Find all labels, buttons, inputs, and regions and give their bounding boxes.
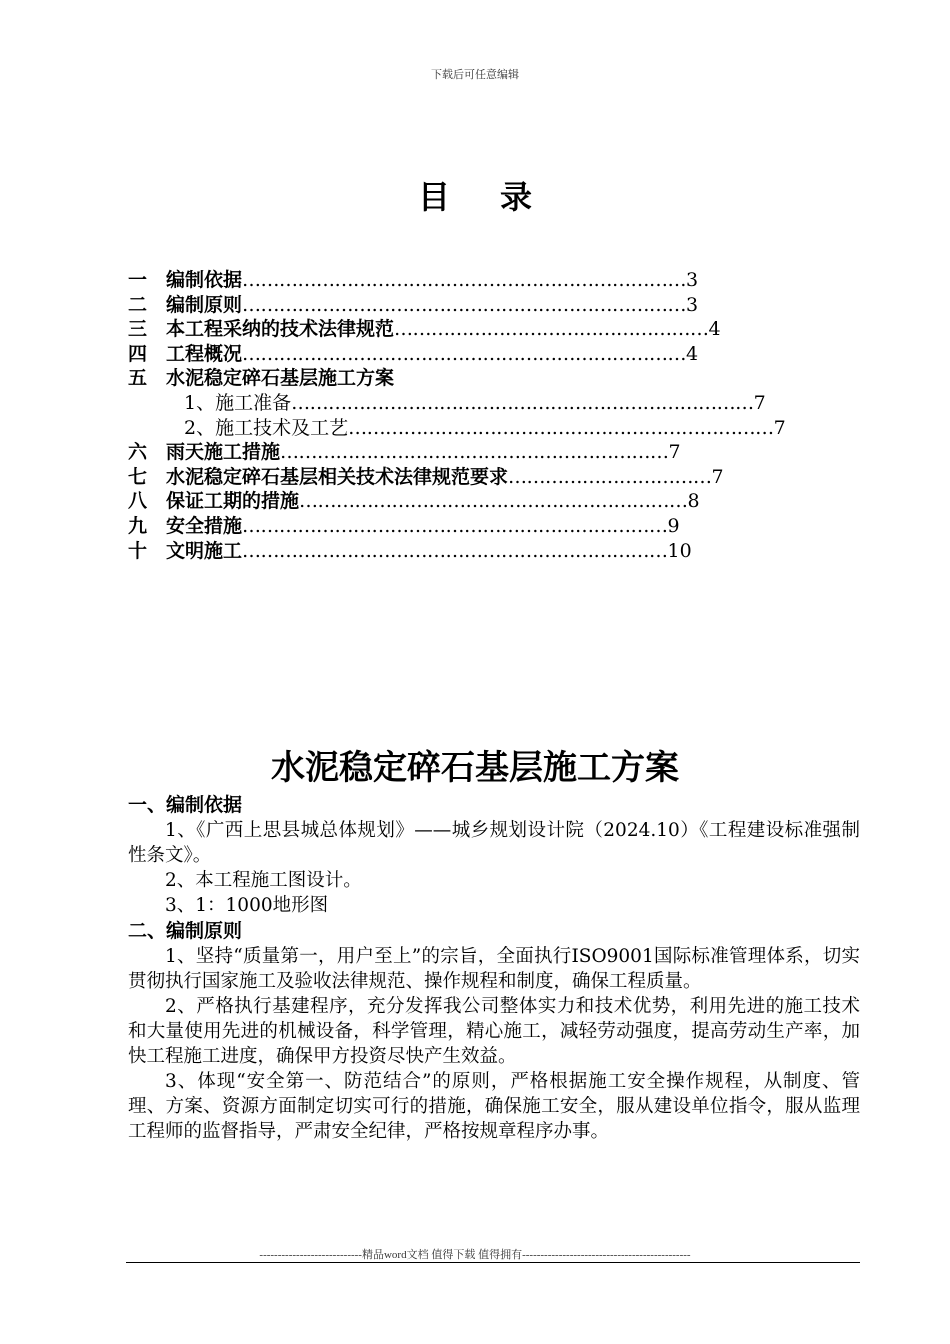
toc-num: 三 <box>128 318 148 341</box>
toc-num: 一 <box>128 269 148 291</box>
footer-rule <box>126 1262 860 1263</box>
toc-dots: ……………………………………………………… <box>299 490 688 513</box>
paragraph: 3、1：1000地形图 <box>165 895 329 916</box>
toc-page: 10 <box>667 539 692 562</box>
toc-label: 编制原则 <box>166 293 243 316</box>
toc-page: 4 <box>708 318 721 341</box>
toc-entry[interactable] <box>128 440 848 465</box>
toc-dots: ……………………………………………………… <box>280 441 669 464</box>
toc-page: 3 <box>686 269 699 291</box>
toc-entry[interactable] <box>128 268 848 293</box>
paragraph: 1、坚持“质量第一，用户至上”的宗旨，全面执行ISO9001国际标准管理体系，切实贯彻执行国家施工及验收法律规范、操作规程和制度，确保工程质量。 <box>128 946 860 992</box>
toc-label: 工程概况 <box>166 342 243 365</box>
toc-label: 雨天施工措施 <box>166 441 281 464</box>
toc-page: 3 <box>686 293 699 316</box>
toc-label: 文明施工 <box>166 539 243 562</box>
toc-title: 目录 <box>417 178 582 216</box>
toc-dots: …………………………………………………………… <box>348 416 774 439</box>
toc-label: 编制依据 <box>166 269 243 291</box>
paragraph: 2、本工程施工图设计。 <box>165 870 362 891</box>
toc-entry[interactable] <box>128 366 848 391</box>
toc-page: 4 <box>686 342 699 365</box>
header-note: 下载后可任意编辑 <box>431 68 519 81</box>
paragraph: 2、严格执行基建程序，充分发挥我公司整体实力和技术优势，利用先进的施工技术和大量使用先进的机械设备，科学管理，精心施工，减轻劳动强度，提高劳动生产率，加快工程施工进度，确保甲方投资尽快产生效益。 <box>128 996 860 1067</box>
toc-label: 本工程采纳的技术法律规范 <box>166 318 395 341</box>
toc-dots: ……………………………………………………………… <box>242 293 687 316</box>
toc-dots: …………………………………………………………… <box>242 539 668 562</box>
toc-num: 七 <box>128 465 148 488</box>
toc-dots: ……………………………………………………………… <box>242 342 687 365</box>
toc-entry[interactable] <box>128 489 848 514</box>
toc-page: 7 <box>668 441 681 464</box>
toc-entry[interactable] <box>128 293 848 318</box>
section-heading: 二、编制原则 <box>128 920 243 942</box>
toc-entry[interactable] <box>128 514 848 539</box>
toc-entry[interactable] <box>128 465 848 490</box>
toc-num: 四 <box>128 342 148 365</box>
toc-num: 二 <box>128 293 148 316</box>
toc-label: 2、施工技术及工艺 <box>184 416 349 439</box>
paragraph: 3、体现“安全第一、防范结合”的原则，严格根据施工安全操作规程，从制度、管理、方案、资源方面制定切实可行的措施，确保施工安全，服从建设单位指令，服从监理工程师的监督指导，严肃安全纪律，严格按规章程序办事。 <box>128 1071 860 1142</box>
toc-num: 十 <box>128 539 148 562</box>
toc-page: 7 <box>711 465 724 488</box>
toc-entry[interactable] <box>128 539 848 564</box>
toc-label: 水泥稳定碎石基层相关技术法律规范要求 <box>166 465 509 488</box>
toc-label: 水泥稳定碎石基层施工方案 <box>166 367 395 390</box>
toc-dots: ……………………………………………………………… <box>242 269 687 291</box>
toc-entry[interactable] <box>128 416 848 441</box>
toc-page: 7 <box>773 416 786 439</box>
table-of-contents <box>128 268 848 563</box>
toc-num: 九 <box>128 514 148 537</box>
section-heading: 一、编制依据 <box>128 794 243 816</box>
toc-dots: …………………………… <box>508 465 712 488</box>
document-title: 水泥稳定碎石基层施工方案 <box>271 748 679 788</box>
toc-dots: …………………………………………… <box>394 318 709 341</box>
toc-num: 八 <box>128 490 148 513</box>
toc-page: 8 <box>687 490 700 513</box>
document-body <box>128 792 860 1144</box>
toc-label: 1、施工准备 <box>184 391 292 414</box>
toc-page: 7 <box>753 391 766 414</box>
footer-note: ----------------------------精品word文档 值得下载 值得拥有---------------------------------------------- <box>259 1249 691 1261</box>
toc-label: 安全措施 <box>166 514 243 537</box>
toc-entry[interactable] <box>128 391 848 416</box>
toc-label: 保证工期的措施 <box>166 490 300 513</box>
toc-dots: …………………………………………………………… <box>242 514 668 537</box>
toc-page: 9 <box>667 514 680 537</box>
toc-entry[interactable] <box>128 317 848 342</box>
toc-num: 五 <box>128 367 148 390</box>
toc-entry[interactable] <box>128 342 848 367</box>
toc-num: 六 <box>128 441 148 464</box>
toc-dots: ………………………………………………………………… <box>291 391 754 414</box>
paragraph: 1、《广西上思县城总体规划》——城乡规划设计院（2024.10）《工程建设标准强制性条文》。 <box>128 820 860 866</box>
